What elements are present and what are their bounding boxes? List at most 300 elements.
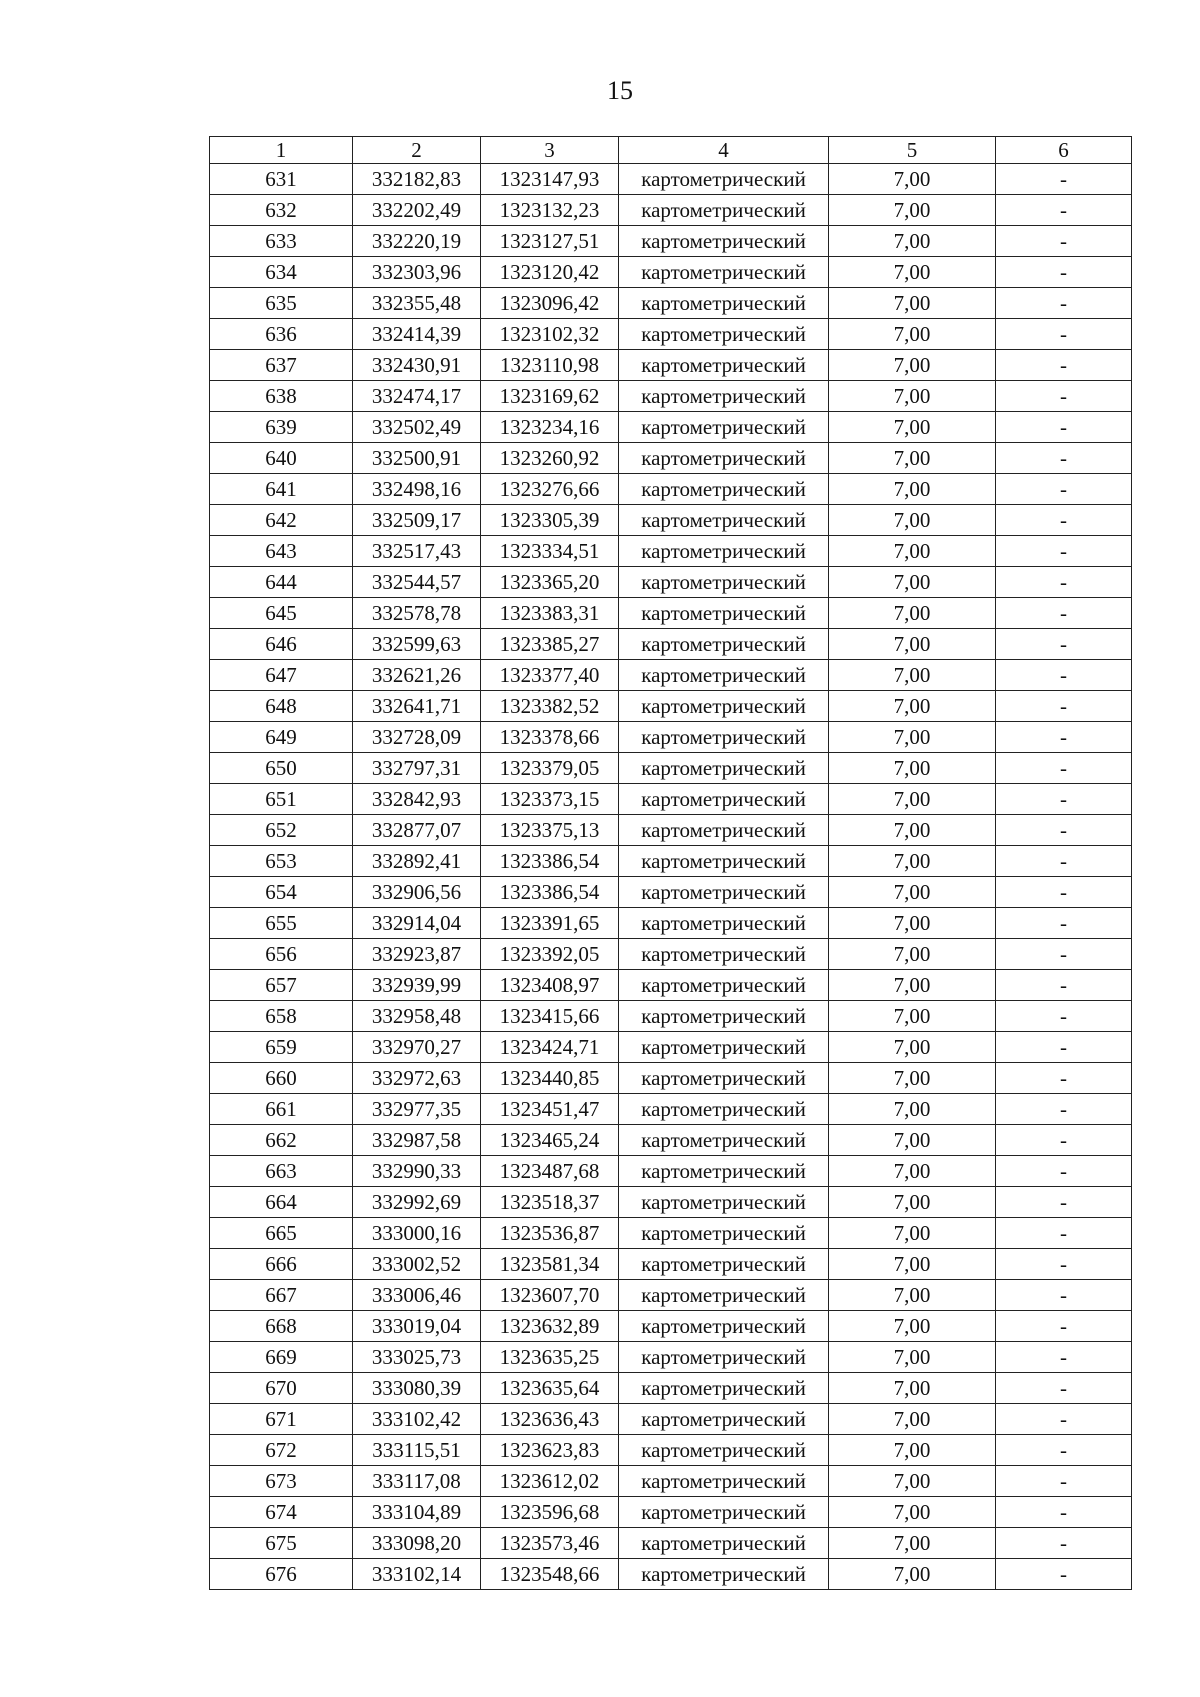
y-coordinate-cell: 1323635,64	[481, 1373, 619, 1404]
note-cell: -	[996, 939, 1132, 970]
y-coordinate-cell: 1323127,51	[481, 226, 619, 257]
table-row	[210, 1435, 1132, 1466]
y-coordinate-cell: 1323408,97	[481, 970, 619, 1001]
point-number-cell: 672	[210, 1435, 353, 1466]
table-row	[210, 1125, 1132, 1156]
y-coordinate-cell: 1323632,89	[481, 1311, 619, 1342]
y-coordinate-cell: 1323623,83	[481, 1435, 619, 1466]
table-row	[210, 1001, 1132, 1032]
x-coordinate-cell: 332474,17	[353, 381, 481, 412]
table-row	[210, 877, 1132, 908]
accuracy-cell: 7,00	[829, 1528, 996, 1559]
header-row	[210, 137, 1132, 164]
note-cell: -	[996, 1373, 1132, 1404]
y-coordinate-cell: 1323386,54	[481, 877, 619, 908]
accuracy-cell: 7,00	[829, 908, 996, 939]
method-cell: картометрический	[619, 784, 829, 815]
note-cell: -	[996, 505, 1132, 536]
point-number-cell: 675	[210, 1528, 353, 1559]
method-cell: картометрический	[619, 1063, 829, 1094]
y-coordinate-cell: 1323334,51	[481, 536, 619, 567]
table-row	[210, 350, 1132, 381]
table-row	[210, 164, 1132, 195]
y-coordinate-cell: 1323378,66	[481, 722, 619, 753]
point-number-cell: 657	[210, 970, 353, 1001]
header-cell: 3	[481, 137, 619, 164]
accuracy-cell: 7,00	[829, 1435, 996, 1466]
x-coordinate-cell: 333102,14	[353, 1559, 481, 1590]
y-coordinate-cell: 1323102,32	[481, 319, 619, 350]
point-number-cell: 647	[210, 660, 353, 691]
y-coordinate-cell: 1323607,70	[481, 1280, 619, 1311]
note-cell: -	[996, 1125, 1132, 1156]
point-number-cell: 648	[210, 691, 353, 722]
y-coordinate-cell: 1323377,40	[481, 660, 619, 691]
table-row	[210, 1466, 1132, 1497]
note-cell: -	[996, 1528, 1132, 1559]
table-row	[210, 1528, 1132, 1559]
x-coordinate-cell: 332430,91	[353, 350, 481, 381]
note-cell: -	[996, 846, 1132, 877]
x-coordinate-cell: 333080,39	[353, 1373, 481, 1404]
table-row	[210, 1497, 1132, 1528]
method-cell: картометрический	[619, 505, 829, 536]
table-row	[210, 1280, 1132, 1311]
accuracy-cell: 7,00	[829, 195, 996, 226]
y-coordinate-cell: 1323392,05	[481, 939, 619, 970]
y-coordinate-cell: 1323536,87	[481, 1218, 619, 1249]
point-number-cell: 632	[210, 195, 353, 226]
method-cell: картометрический	[619, 319, 829, 350]
x-coordinate-cell: 332923,87	[353, 939, 481, 970]
note-cell: -	[996, 257, 1132, 288]
x-coordinate-cell: 332987,58	[353, 1125, 481, 1156]
method-cell: картометрический	[619, 257, 829, 288]
note-cell: -	[996, 1497, 1132, 1528]
point-number-cell: 658	[210, 1001, 353, 1032]
y-coordinate-cell: 1323596,68	[481, 1497, 619, 1528]
y-coordinate-cell: 1323382,52	[481, 691, 619, 722]
point-number-cell: 655	[210, 908, 353, 939]
note-cell: -	[996, 908, 1132, 939]
point-number-cell: 660	[210, 1063, 353, 1094]
x-coordinate-cell: 332414,39	[353, 319, 481, 350]
table-row	[210, 1311, 1132, 1342]
accuracy-cell: 7,00	[829, 722, 996, 753]
x-coordinate-cell: 332641,71	[353, 691, 481, 722]
x-coordinate-cell: 332992,69	[353, 1187, 481, 1218]
note-cell: -	[996, 319, 1132, 350]
point-number-cell: 644	[210, 567, 353, 598]
note-cell: -	[996, 1032, 1132, 1063]
point-number-cell: 666	[210, 1249, 353, 1280]
table-row	[210, 1373, 1132, 1404]
x-coordinate-cell: 332303,96	[353, 257, 481, 288]
point-number-cell: 636	[210, 319, 353, 350]
method-cell: картометрический	[619, 970, 829, 1001]
accuracy-cell: 7,00	[829, 1497, 996, 1528]
y-coordinate-cell: 1323379,05	[481, 753, 619, 784]
table-row	[210, 1249, 1132, 1280]
method-cell: картометрический	[619, 1373, 829, 1404]
point-number-cell: 653	[210, 846, 353, 877]
x-coordinate-cell: 332970,27	[353, 1032, 481, 1063]
y-coordinate-cell: 1323260,92	[481, 443, 619, 474]
method-cell: картометрический	[619, 1001, 829, 1032]
table-row	[210, 722, 1132, 753]
x-coordinate-cell: 332990,33	[353, 1156, 481, 1187]
point-number-cell: 649	[210, 722, 353, 753]
accuracy-cell: 7,00	[829, 598, 996, 629]
y-coordinate-cell: 1323451,47	[481, 1094, 619, 1125]
accuracy-cell: 7,00	[829, 257, 996, 288]
method-cell: картометрический	[619, 1032, 829, 1063]
table-body	[210, 164, 1132, 1590]
accuracy-cell: 7,00	[829, 1001, 996, 1032]
note-cell: -	[996, 195, 1132, 226]
table-row	[210, 381, 1132, 412]
table-row	[210, 784, 1132, 815]
point-number-cell: 643	[210, 536, 353, 567]
table-row	[210, 1032, 1132, 1063]
x-coordinate-cell: 332906,56	[353, 877, 481, 908]
note-cell: -	[996, 691, 1132, 722]
y-coordinate-cell: 1323147,93	[481, 164, 619, 195]
y-coordinate-cell: 1323391,65	[481, 908, 619, 939]
table-row	[210, 505, 1132, 536]
table-row	[210, 1187, 1132, 1218]
table-row	[210, 536, 1132, 567]
x-coordinate-cell: 333098,20	[353, 1528, 481, 1559]
y-coordinate-cell: 1323487,68	[481, 1156, 619, 1187]
point-number-cell: 652	[210, 815, 353, 846]
method-cell: картометрический	[619, 1094, 829, 1125]
method-cell: картометрический	[619, 381, 829, 412]
table-row	[210, 660, 1132, 691]
accuracy-cell: 7,00	[829, 1466, 996, 1497]
page-number: 15	[607, 76, 633, 105]
method-cell: картометрический	[619, 1528, 829, 1559]
accuracy-cell: 7,00	[829, 629, 996, 660]
note-cell: -	[996, 567, 1132, 598]
table-row	[210, 629, 1132, 660]
x-coordinate-cell: 333117,08	[353, 1466, 481, 1497]
note-cell: -	[996, 1156, 1132, 1187]
note-cell: -	[996, 1404, 1132, 1435]
note-cell: -	[996, 877, 1132, 908]
method-cell: картометрический	[619, 226, 829, 257]
accuracy-cell: 7,00	[829, 1311, 996, 1342]
table-row	[210, 1218, 1132, 1249]
x-coordinate-cell: 332182,83	[353, 164, 481, 195]
note-cell: -	[996, 1342, 1132, 1373]
x-coordinate-cell: 332842,93	[353, 784, 481, 815]
note-cell: -	[996, 660, 1132, 691]
accuracy-cell: 7,00	[829, 164, 996, 195]
accuracy-cell: 7,00	[829, 784, 996, 815]
point-number-cell: 640	[210, 443, 353, 474]
x-coordinate-cell: 333104,89	[353, 1497, 481, 1528]
table-row	[210, 195, 1132, 226]
note-cell: -	[996, 1218, 1132, 1249]
point-number-cell: 661	[210, 1094, 353, 1125]
x-coordinate-cell: 332202,49	[353, 195, 481, 226]
note-cell: -	[996, 753, 1132, 784]
accuracy-cell: 7,00	[829, 877, 996, 908]
table-row	[210, 970, 1132, 1001]
accuracy-cell: 7,00	[829, 350, 996, 381]
note-cell: -	[996, 226, 1132, 257]
method-cell: картометрический	[619, 164, 829, 195]
method-cell: картометрический	[619, 1156, 829, 1187]
accuracy-cell: 7,00	[829, 226, 996, 257]
table-row	[210, 939, 1132, 970]
method-cell: картометрический	[619, 691, 829, 722]
point-number-cell: 650	[210, 753, 353, 784]
table-row	[210, 1342, 1132, 1373]
x-coordinate-cell: 332728,09	[353, 722, 481, 753]
table-row	[210, 753, 1132, 784]
method-cell: картометрический	[619, 474, 829, 505]
y-coordinate-cell: 1323110,98	[481, 350, 619, 381]
method-cell: картометрический	[619, 1280, 829, 1311]
note-cell: -	[996, 1187, 1132, 1218]
method-cell: картометрический	[619, 598, 829, 629]
y-coordinate-cell: 1323375,13	[481, 815, 619, 846]
table-row	[210, 598, 1132, 629]
point-number-cell: 645	[210, 598, 353, 629]
accuracy-cell: 7,00	[829, 846, 996, 877]
y-coordinate-cell: 1323636,43	[481, 1404, 619, 1435]
point-number-cell: 662	[210, 1125, 353, 1156]
x-coordinate-cell: 332939,99	[353, 970, 481, 1001]
x-coordinate-cell: 332500,91	[353, 443, 481, 474]
y-coordinate-cell: 1323518,37	[481, 1187, 619, 1218]
y-coordinate-cell: 1323386,54	[481, 846, 619, 877]
point-number-cell: 651	[210, 784, 353, 815]
accuracy-cell: 7,00	[829, 691, 996, 722]
y-coordinate-cell: 1323415,66	[481, 1001, 619, 1032]
accuracy-cell: 7,00	[829, 319, 996, 350]
note-cell: -	[996, 412, 1132, 443]
note-cell: -	[996, 598, 1132, 629]
y-coordinate-cell: 1323365,20	[481, 567, 619, 598]
note-cell: -	[996, 350, 1132, 381]
accuracy-cell: 7,00	[829, 1280, 996, 1311]
accuracy-cell: 7,00	[829, 536, 996, 567]
y-coordinate-cell: 1323548,66	[481, 1559, 619, 1590]
x-coordinate-cell: 332517,43	[353, 536, 481, 567]
header-cell: 2	[353, 137, 481, 164]
note-cell: -	[996, 815, 1132, 846]
accuracy-cell: 7,00	[829, 443, 996, 474]
table-row	[210, 691, 1132, 722]
x-coordinate-cell: 333025,73	[353, 1342, 481, 1373]
note-cell: -	[996, 784, 1132, 815]
x-coordinate-cell: 333006,46	[353, 1280, 481, 1311]
point-number-cell: 671	[210, 1404, 353, 1435]
accuracy-cell: 7,00	[829, 1559, 996, 1590]
y-coordinate-cell: 1323132,23	[481, 195, 619, 226]
accuracy-cell: 7,00	[829, 1373, 996, 1404]
note-cell: -	[996, 288, 1132, 319]
table-row	[210, 1156, 1132, 1187]
point-number-cell: 642	[210, 505, 353, 536]
method-cell: картометрический	[619, 846, 829, 877]
y-coordinate-cell: 1323120,42	[481, 257, 619, 288]
method-cell: картометрический	[619, 939, 829, 970]
point-number-cell: 656	[210, 939, 353, 970]
note-cell: -	[996, 1063, 1132, 1094]
method-cell: картометрический	[619, 1559, 829, 1590]
method-cell: картометрический	[619, 722, 829, 753]
table-row	[210, 908, 1132, 939]
accuracy-cell: 7,00	[829, 660, 996, 691]
x-coordinate-cell: 333002,52	[353, 1249, 481, 1280]
accuracy-cell: 7,00	[829, 1342, 996, 1373]
note-cell: -	[996, 970, 1132, 1001]
method-cell: картометрический	[619, 443, 829, 474]
accuracy-cell: 7,00	[829, 474, 996, 505]
table-row	[210, 319, 1132, 350]
accuracy-cell: 7,00	[829, 970, 996, 1001]
method-cell: картометрический	[619, 195, 829, 226]
point-number-cell: 637	[210, 350, 353, 381]
y-coordinate-cell: 1323169,62	[481, 381, 619, 412]
table-row	[210, 1404, 1132, 1435]
method-cell: картометрический	[619, 1311, 829, 1342]
point-number-cell: 635	[210, 288, 353, 319]
note-cell: -	[996, 1311, 1132, 1342]
accuracy-cell: 7,00	[829, 1404, 996, 1435]
y-coordinate-cell: 1323234,16	[481, 412, 619, 443]
y-coordinate-cell: 1323612,02	[481, 1466, 619, 1497]
y-coordinate-cell: 1323424,71	[481, 1032, 619, 1063]
table-header	[210, 137, 1132, 164]
x-coordinate-cell: 332914,04	[353, 908, 481, 939]
x-coordinate-cell: 332892,41	[353, 846, 481, 877]
accuracy-cell: 7,00	[829, 1156, 996, 1187]
table-row	[210, 474, 1132, 505]
point-number-cell: 634	[210, 257, 353, 288]
table-row	[210, 288, 1132, 319]
point-number-cell: 646	[210, 629, 353, 660]
note-cell: -	[996, 722, 1132, 753]
accuracy-cell: 7,00	[829, 1218, 996, 1249]
point-number-cell: 676	[210, 1559, 353, 1590]
method-cell: картометрический	[619, 629, 829, 660]
point-number-cell: 631	[210, 164, 353, 195]
note-cell: -	[996, 1094, 1132, 1125]
accuracy-cell: 7,00	[829, 288, 996, 319]
accuracy-cell: 7,00	[829, 412, 996, 443]
note-cell: -	[996, 1466, 1132, 1497]
point-number-cell: 669	[210, 1342, 353, 1373]
point-number-cell: 633	[210, 226, 353, 257]
y-coordinate-cell: 1323305,39	[481, 505, 619, 536]
note-cell: -	[996, 536, 1132, 567]
accuracy-cell: 7,00	[829, 1187, 996, 1218]
method-cell: картометрический	[619, 1125, 829, 1156]
y-coordinate-cell: 1323373,15	[481, 784, 619, 815]
point-number-cell: 659	[210, 1032, 353, 1063]
point-number-cell: 639	[210, 412, 353, 443]
x-coordinate-cell: 332977,35	[353, 1094, 481, 1125]
x-coordinate-cell: 333102,42	[353, 1404, 481, 1435]
accuracy-cell: 7,00	[829, 1094, 996, 1125]
table-row	[210, 443, 1132, 474]
method-cell: картометрический	[619, 753, 829, 784]
y-coordinate-cell: 1323383,31	[481, 598, 619, 629]
method-cell: картометрический	[619, 288, 829, 319]
accuracy-cell: 7,00	[829, 381, 996, 412]
x-coordinate-cell: 332621,26	[353, 660, 481, 691]
accuracy-cell: 7,00	[829, 1125, 996, 1156]
note-cell: -	[996, 164, 1132, 195]
point-number-cell: 670	[210, 1373, 353, 1404]
note-cell: -	[996, 1435, 1132, 1466]
coordinates-table	[209, 136, 1132, 1590]
y-coordinate-cell: 1323465,24	[481, 1125, 619, 1156]
method-cell: картометрический	[619, 1497, 829, 1528]
method-cell: картометрический	[619, 908, 829, 939]
accuracy-cell: 7,00	[829, 567, 996, 598]
table-row	[210, 1559, 1132, 1590]
method-cell: картометрический	[619, 567, 829, 598]
y-coordinate-cell: 1323276,66	[481, 474, 619, 505]
accuracy-cell: 7,00	[829, 505, 996, 536]
table-row	[210, 1063, 1132, 1094]
note-cell: -	[996, 1559, 1132, 1590]
note-cell: -	[996, 381, 1132, 412]
point-number-cell: 665	[210, 1218, 353, 1249]
point-number-cell: 638	[210, 381, 353, 412]
note-cell: -	[996, 443, 1132, 474]
method-cell: картометрический	[619, 660, 829, 691]
method-cell: картометрический	[619, 350, 829, 381]
note-cell: -	[996, 474, 1132, 505]
x-coordinate-cell: 332544,57	[353, 567, 481, 598]
method-cell: картометрический	[619, 1187, 829, 1218]
x-coordinate-cell: 332509,17	[353, 505, 481, 536]
header-cell: 1	[210, 137, 353, 164]
accuracy-cell: 7,00	[829, 753, 996, 784]
x-coordinate-cell: 332502,49	[353, 412, 481, 443]
x-coordinate-cell: 333019,04	[353, 1311, 481, 1342]
x-coordinate-cell: 332220,19	[353, 226, 481, 257]
point-number-cell: 674	[210, 1497, 353, 1528]
table-row	[210, 846, 1132, 877]
y-coordinate-cell: 1323096,42	[481, 288, 619, 319]
x-coordinate-cell: 332972,63	[353, 1063, 481, 1094]
x-coordinate-cell: 333000,16	[353, 1218, 481, 1249]
header-cell: 5	[829, 137, 996, 164]
note-cell: -	[996, 1001, 1132, 1032]
point-number-cell: 654	[210, 877, 353, 908]
accuracy-cell: 7,00	[829, 1032, 996, 1063]
header-cell: 6	[996, 137, 1132, 164]
table-row	[210, 257, 1132, 288]
y-coordinate-cell: 1323385,27	[481, 629, 619, 660]
note-cell: -	[996, 1280, 1132, 1311]
y-coordinate-cell: 1323573,46	[481, 1528, 619, 1559]
y-coordinate-cell: 1323581,34	[481, 1249, 619, 1280]
x-coordinate-cell: 332498,16	[353, 474, 481, 505]
x-coordinate-cell: 332877,07	[353, 815, 481, 846]
y-coordinate-cell: 1323635,25	[481, 1342, 619, 1373]
header-cell: 4	[619, 137, 829, 164]
note-cell: -	[996, 1249, 1132, 1280]
